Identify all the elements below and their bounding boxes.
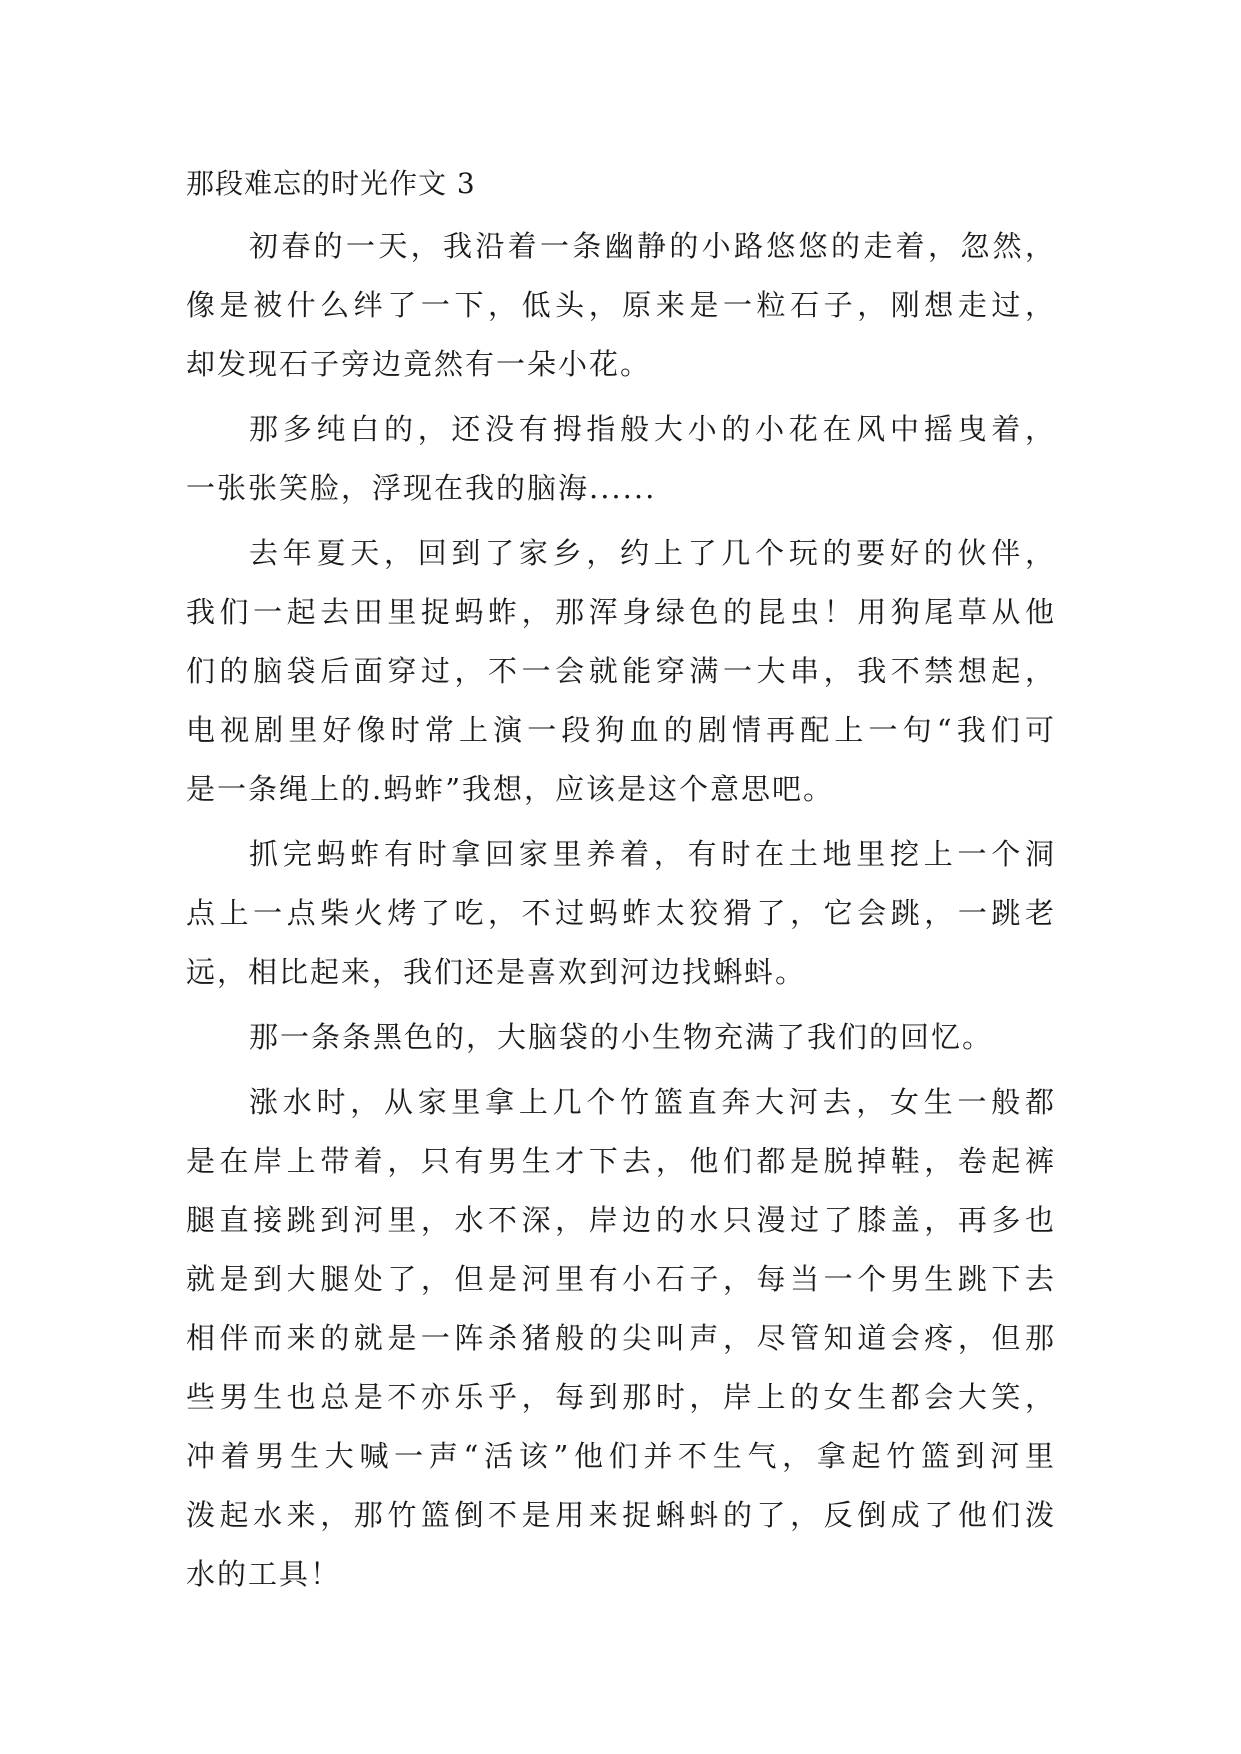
document-title: 那段难忘的时光作文 3 (186, 167, 476, 200)
paragraph-line: 些男生也总是不亦乐乎，每到那时，岸上的女生都会大笑， (186, 1380, 1056, 1414)
document-body (186, 160, 1056, 1610)
paragraph-line: 是在岸上带着，只有男生才下去，他们都是脱掉鞋，卷起裤 (186, 1144, 1056, 1178)
paragraph-line: 涨水时，从家里拿上几个竹篮直奔大河去，女生一般都 (249, 1085, 1056, 1119)
paragraph-3 (186, 524, 1056, 819)
paragraph-line: 一张张笑脸，浮现在我的脑海...... (186, 471, 657, 505)
paragraph-2 (186, 400, 1056, 518)
paragraph-line: 远，相比起来，我们还是喜欢到河边找蝌蚪。 (186, 955, 807, 989)
paragraph-line: 腿直接跳到河里，水不深，岸边的水只漫过了膝盖，再多也 (186, 1203, 1056, 1237)
paragraph-5 (186, 1008, 1056, 1067)
paragraph-line: 我们一起去田里捉蚂蚱，那浑身绿色的昆虫！用狗尾草从他 (186, 595, 1056, 629)
paragraph-line: 却发现石子旁边竟然有一朵小花。 (186, 347, 652, 381)
paragraph-line: 冲着男生大喊一声“活该”他们并不生气，拿起竹篮到河里 (186, 1439, 1056, 1473)
paragraph-line: 是一条绳上的.蚂蚱”我想，应该是这个意思吧。 (186, 772, 835, 806)
paragraph-line: 那多纯白的，还没有拇指般大小的小花在风中摇曳着， (249, 412, 1056, 446)
paragraph-line: 泼起水来，那竹篮倒不是用来捉蝌蚪的了，反倒成了他们泼 (186, 1498, 1056, 1532)
paragraph-1 (186, 217, 1056, 394)
paragraph-line: 抓完蚂蚱有时拿回家里养着，有时在土地里挖上一个洞 (249, 837, 1056, 871)
paragraph-line: 相伴而来的就是一阵杀猪般的尖叫声，尽管知道会疼，但那 (186, 1321, 1056, 1355)
paragraph-line: 那一条条黑色的，大脑袋的小生物充满了我们的回忆。 (249, 1020, 994, 1054)
paragraph-6 (186, 1073, 1056, 1604)
paragraph-line: 初春的一天，我沿着一条幽静的小路悠悠的走着，忽然， (249, 229, 1056, 263)
paragraph-line: 去年夏天，回到了家乡，约上了几个玩的要好的伙伴， (249, 536, 1056, 570)
paragraph-line: 水的工具！ (186, 1557, 342, 1591)
paragraph-line: 电视剧里好像时常上演一段狗血的剧情再配上一句“我们可 (186, 713, 1056, 747)
paragraph-line: 就是到大腿处了，但是河里有小石子，每当一个男生跳下去 (186, 1262, 1056, 1296)
paragraph-4 (186, 825, 1056, 1002)
paragraph-line: 像是被什么绊了一下，低头，原来是一粒石子，刚想走过， (186, 288, 1056, 322)
paragraph-line: 点上一点柴火烤了吃，不过蚂蚱太狡猾了，它会跳，一跳老 (186, 896, 1056, 930)
paragraph-line: 们的脑袋后面穿过，不一会就能穿满一大串，我不禁想起， (186, 654, 1056, 688)
